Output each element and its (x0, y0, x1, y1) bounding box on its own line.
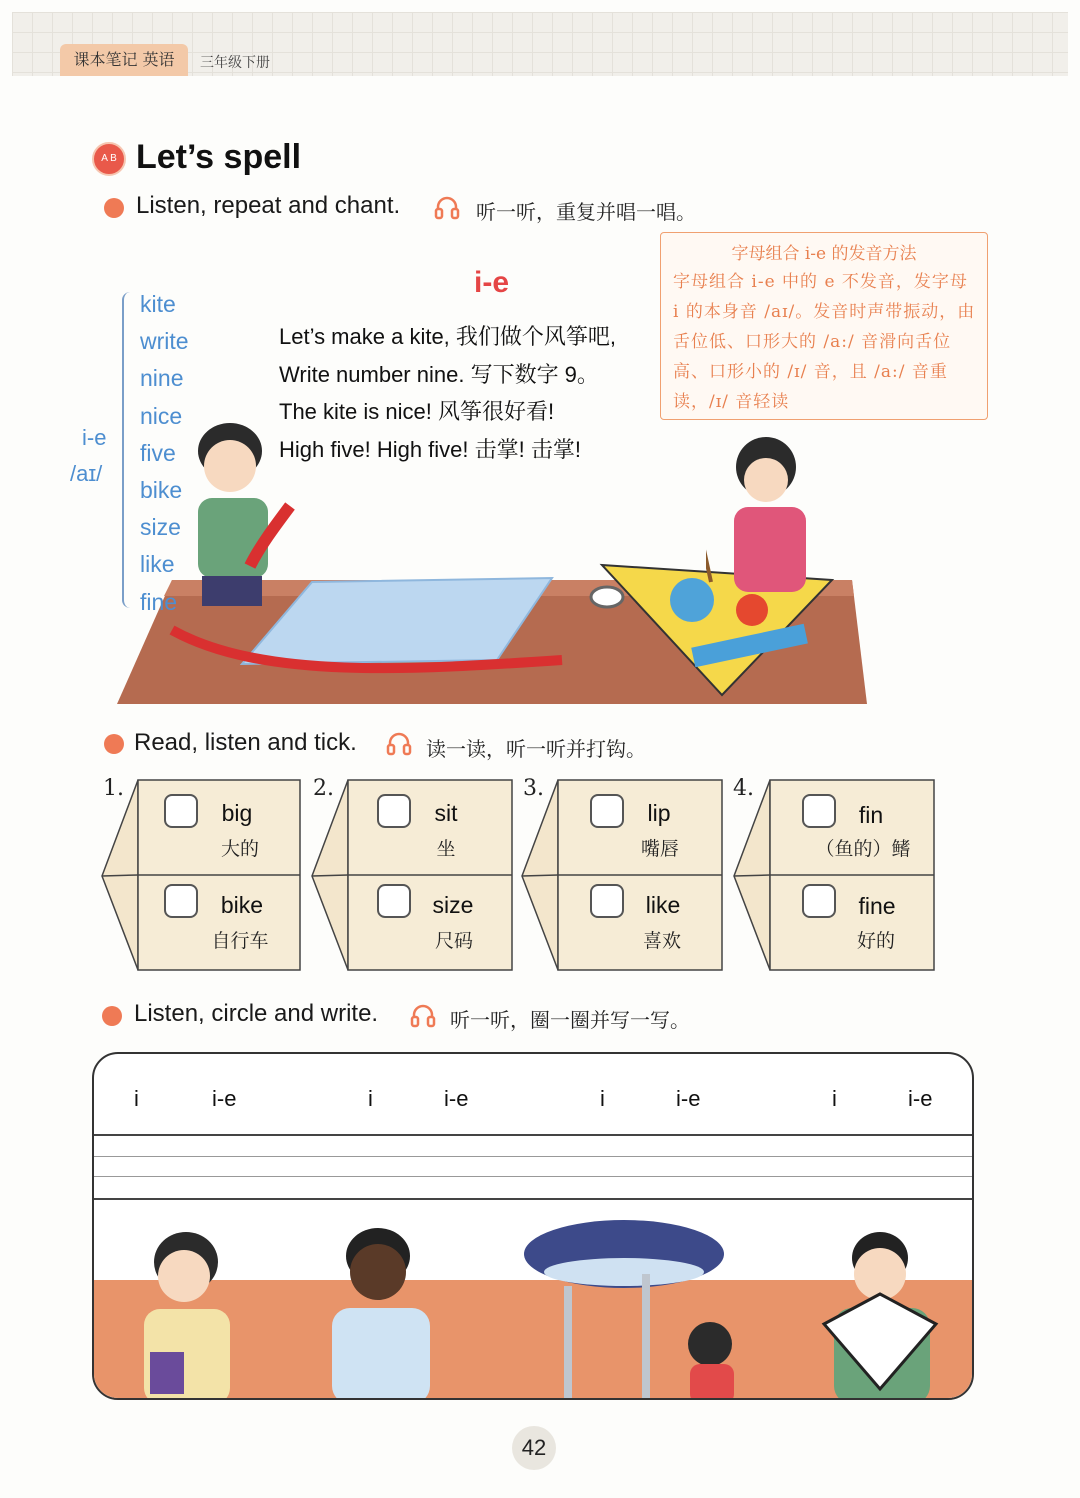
item-number: 4. (733, 776, 754, 801)
chant-text (279, 318, 616, 468)
option-i[interactable]: i (368, 1086, 373, 1111)
headphone-icon[interactable] (410, 1002, 436, 1028)
word-option-zh: 自行车 (211, 930, 269, 952)
side-pattern: i-e (82, 425, 107, 450)
checkbox[interactable] (377, 884, 411, 918)
list-item: kite (140, 291, 176, 317)
list-item: fine (140, 588, 178, 615)
bullet-dot (104, 734, 124, 754)
list-item: size (140, 514, 181, 541)
pronunciation-note (660, 232, 988, 420)
word-option: lip (647, 800, 671, 826)
word-option-zh: 坐 (436, 838, 456, 860)
option-i-e[interactable]: i-e (908, 1086, 933, 1111)
word-option: sit (434, 800, 458, 826)
chant-line: Write number nine. 写下数字 9。 (279, 361, 599, 387)
side-ipa: /aɪ/ (70, 461, 103, 486)
word-option-zh: 喜欢 (642, 930, 681, 952)
item-number: 2. (313, 776, 334, 801)
word-option-zh: 嘴唇 (640, 838, 679, 860)
option-i-e[interactable]: i-e (444, 1086, 469, 1111)
section-badge-icon: A B (92, 142, 126, 176)
writing-line[interactable] (94, 1156, 972, 1157)
checkbox[interactable] (802, 884, 836, 918)
bullet-dot (102, 1006, 122, 1026)
chant-line: High five! High five! 击掌! 击掌! (279, 436, 581, 462)
list-item: like (140, 551, 175, 578)
item-number: 3. (523, 776, 544, 801)
headphone-icon[interactable] (434, 194, 460, 220)
bullet-dot (104, 198, 124, 218)
instruction-listen-repeat: Listen, repeat and chant. (136, 192, 401, 219)
option-i[interactable]: i (600, 1086, 605, 1111)
header-tab: 课本笔记 英语 (60, 44, 188, 76)
word-option: big (221, 800, 253, 826)
writing-line[interactable] (94, 1134, 972, 1136)
word-list-bracket (122, 292, 134, 608)
phonics-side-label (70, 420, 107, 492)
word-list (140, 286, 189, 621)
option-i-e[interactable]: i-e (212, 1086, 237, 1111)
word-option-zh: （鱼的）鳍 (815, 838, 911, 860)
word-option-zh: 尺码 (434, 930, 473, 952)
word-option-zh: 好的 (856, 930, 895, 952)
instruction-listen-repeat-zh: 听一听，重复并唱一唱。 (476, 200, 696, 224)
chant-line: The kite is nice! 风筝很好看! (279, 399, 555, 424)
word-option: like (645, 892, 681, 918)
list-item: bike (140, 477, 183, 504)
children-illustration (94, 1214, 974, 1400)
writing-line[interactable] (94, 1176, 972, 1177)
word-option: bike (220, 892, 264, 918)
option-i[interactable]: i (832, 1086, 837, 1111)
list-item: nice (140, 402, 183, 429)
page-number: 42 (512, 1426, 556, 1470)
list-item: write (140, 328, 189, 355)
option-i[interactable]: i (134, 1086, 139, 1111)
instruction-listen-circle-write: Listen, circle and write. (134, 1000, 379, 1027)
note-title: 字母组合 i-e 的发音方法 (731, 244, 917, 264)
word-option: size (432, 892, 474, 918)
word-option: fin (858, 802, 884, 828)
instruction-read-listen-tick-zh: 读一读，听一听并打钩。 (426, 737, 646, 761)
list-item: nine (140, 365, 184, 392)
headphone-icon[interactable] (386, 730, 412, 756)
word-option: fine (858, 893, 896, 919)
writing-line[interactable] (94, 1198, 972, 1200)
word-option-zh: 大的 (220, 838, 259, 860)
note-body: 字母组合 i-e 中的 e 不发音，发字母 i 的本身音 /aɪ/。发音时声带振动，由舌位低、口形大的 /a:/ 音滑向舌位高、口形小的 /ɪ/ 音，且 /a:/ 音重读，/ɪ/ 音轻读 (673, 272, 976, 412)
checkbox[interactable] (164, 884, 198, 918)
list-item: five (140, 439, 176, 466)
option-i-e[interactable]: i-e (676, 1086, 701, 1111)
section-title: Let’s spell (136, 138, 302, 176)
girl-drawing-image (706, 432, 836, 612)
header-grade: 三年级下册 (200, 55, 270, 71)
instruction-read-listen-tick: Read, listen and tick. (134, 729, 357, 756)
circle-write-panel (92, 1052, 974, 1400)
chant-title: i-e (474, 266, 510, 299)
chant-line: Let’s make a kite, 我们做个风筝吧, (279, 324, 617, 349)
item-number: 1. (103, 776, 124, 801)
instruction-listen-circle-write-zh: 听一听，圈一圈并写一写。 (450, 1008, 690, 1032)
